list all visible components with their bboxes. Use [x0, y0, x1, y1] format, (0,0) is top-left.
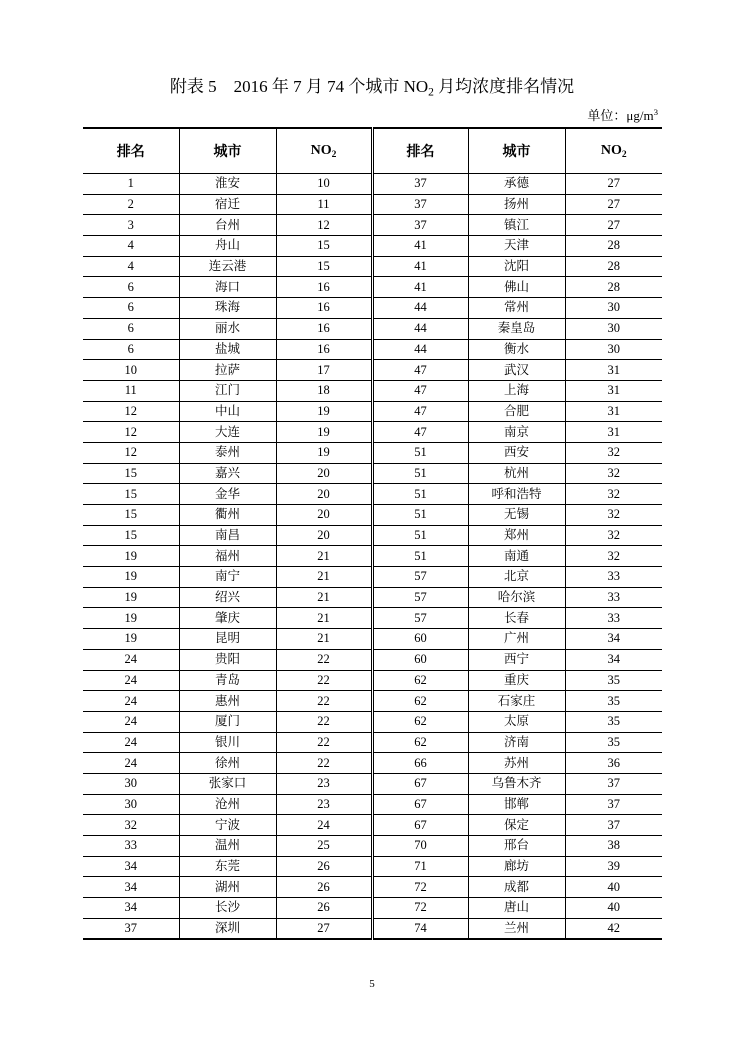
rank-cell-left: 24: [83, 670, 179, 691]
rank-cell-right: 57: [372, 567, 468, 588]
rank-cell-left: 15: [83, 525, 179, 546]
table-row: [83, 546, 662, 567]
rank-cell-left: 32: [83, 815, 179, 836]
rank-cell-left: 2: [83, 194, 179, 215]
no2-cell-right: 37: [565, 773, 662, 794]
no2-cell-left: 11: [276, 194, 372, 215]
rank-cell-left: 1: [83, 174, 179, 195]
table-row: [83, 401, 662, 422]
rank-cell-right: 51: [372, 546, 468, 567]
no2-cell-right: 31: [565, 401, 662, 422]
rank-cell-left: 19: [83, 587, 179, 608]
city-cell-left: 厦门: [179, 711, 276, 732]
no2-cell-left: 15: [276, 256, 372, 277]
table-row: [83, 918, 662, 939]
rank-cell-left: 6: [83, 318, 179, 339]
rank-cell-right: 71: [372, 856, 468, 877]
no2-cell-right: 35: [565, 691, 662, 712]
no2-cell-right: 34: [565, 629, 662, 650]
table-row: [83, 194, 662, 215]
city-cell-left: 中山: [179, 401, 276, 422]
rank-cell-right: 57: [372, 587, 468, 608]
rank-cell-left: 3: [83, 215, 179, 236]
no2-cell-left: 16: [276, 318, 372, 339]
table-row: [83, 174, 662, 195]
city-cell-left: 淮安: [179, 174, 276, 195]
no2-cell-right: 33: [565, 608, 662, 629]
ranking-table: [83, 127, 662, 940]
rank-cell-right: 67: [372, 794, 468, 815]
table-row: [83, 856, 662, 877]
table-row: [83, 422, 662, 443]
rank-cell-right: 47: [372, 380, 468, 401]
city-cell-right: 秦皇岛: [468, 318, 565, 339]
no2-cell-right: 31: [565, 422, 662, 443]
city-cell-right: 石家庄: [468, 691, 565, 712]
no2-cell-right: 28: [565, 236, 662, 257]
table-row: [83, 794, 662, 815]
rank-cell-right: 44: [372, 339, 468, 360]
city-cell-right: 重庆: [468, 670, 565, 691]
rank-cell-right: 57: [372, 608, 468, 629]
rank-cell-left: 24: [83, 753, 179, 774]
rank-cell-right: 41: [372, 256, 468, 277]
city-cell-left: 福州: [179, 546, 276, 567]
city-cell-left: 江门: [179, 380, 276, 401]
rank-cell-left: 34: [83, 877, 179, 898]
no2-cell-left: 27: [276, 918, 372, 939]
no2-cell-left: 20: [276, 463, 372, 484]
rank-cell-left: 4: [83, 256, 179, 277]
rank-cell-right: 51: [372, 525, 468, 546]
no2-cell-right: 32: [565, 463, 662, 484]
no2-cell-right: 31: [565, 360, 662, 381]
no2-cell-right: 32: [565, 505, 662, 526]
no2-cell-right: 35: [565, 670, 662, 691]
header-no2-left: [276, 128, 372, 174]
rank-cell-left: 33: [83, 836, 179, 857]
no2-cell-left: 12: [276, 215, 372, 236]
table-row: [83, 877, 662, 898]
city-cell-left: 青岛: [179, 670, 276, 691]
city-cell-right: 长春: [468, 608, 565, 629]
city-cell-right: 西安: [468, 442, 565, 463]
city-cell-right: 西宁: [468, 649, 565, 670]
rank-cell-right: 74: [372, 918, 468, 939]
table-row: [83, 339, 662, 360]
table-title-prefix: 附表 5 2016 年 7 月 74 个城市 NO: [169, 77, 429, 96]
table-row: [83, 711, 662, 732]
rank-cell-left: 4: [83, 236, 179, 257]
city-cell-left: 台州: [179, 215, 276, 236]
city-cell-left: 昆明: [179, 629, 276, 650]
no2-cell-left: 23: [276, 773, 372, 794]
city-cell-left: 绍兴: [179, 587, 276, 608]
header-no2-right-sub: 2: [621, 149, 627, 160]
city-cell-right: 佛山: [468, 277, 565, 298]
city-cell-left: 拉萨: [179, 360, 276, 381]
city-cell-left: 徐州: [179, 753, 276, 774]
city-cell-right: 无锡: [468, 505, 565, 526]
city-cell-right: 常州: [468, 298, 565, 319]
no2-cell-left: 20: [276, 505, 372, 526]
city-cell-left: 深圳: [179, 918, 276, 939]
rank-cell-right: 72: [372, 877, 468, 898]
rank-cell-left: 24: [83, 711, 179, 732]
table-row: [83, 753, 662, 774]
table-title: [0, 76, 744, 98]
header-no2-left-sub: 2: [331, 149, 337, 160]
rank-cell-left: 19: [83, 567, 179, 588]
city-cell-right: 沈阳: [468, 256, 565, 277]
no2-cell-right: 30: [565, 318, 662, 339]
city-cell-right: 衡水: [468, 339, 565, 360]
table-body: [83, 174, 662, 940]
table-row: [83, 442, 662, 463]
no2-cell-left: 23: [276, 794, 372, 815]
city-cell-right: 太原: [468, 711, 565, 732]
rank-cell-left: 10: [83, 360, 179, 381]
no2-cell-left: 24: [276, 815, 372, 836]
table-row: [83, 773, 662, 794]
city-cell-left: 珠海: [179, 298, 276, 319]
city-cell-left: 丽水: [179, 318, 276, 339]
table-row: [83, 587, 662, 608]
table-row: [83, 836, 662, 857]
no2-cell-right: 30: [565, 298, 662, 319]
city-cell-left: 嘉兴: [179, 463, 276, 484]
no2-cell-right: 27: [565, 194, 662, 215]
no2-cell-left: 21: [276, 567, 372, 588]
no2-cell-right: 39: [565, 856, 662, 877]
no2-cell-left: 21: [276, 608, 372, 629]
table-row: [83, 505, 662, 526]
city-cell-right: 保定: [468, 815, 565, 836]
rank-cell-left: 19: [83, 608, 179, 629]
no2-cell-left: 26: [276, 856, 372, 877]
no2-cell-right: 28: [565, 277, 662, 298]
no2-cell-right: 42: [565, 918, 662, 939]
no2-cell-left: 10: [276, 174, 372, 195]
header-city-right: 城市: [468, 128, 565, 174]
rank-cell-left: 24: [83, 649, 179, 670]
city-cell-right: 天津: [468, 236, 565, 257]
no2-cell-right: 38: [565, 836, 662, 857]
rank-cell-left: 19: [83, 629, 179, 650]
no2-cell-right: 37: [565, 794, 662, 815]
city-cell-right: 杭州: [468, 463, 565, 484]
rank-cell-left: 19: [83, 546, 179, 567]
city-cell-left: 衢州: [179, 505, 276, 526]
table-row: [83, 898, 662, 919]
city-cell-right: 乌鲁木齐: [468, 773, 565, 794]
table-title-subscript: 2: [428, 85, 434, 99]
rank-cell-right: 37: [372, 215, 468, 236]
rank-cell-right: 62: [372, 732, 468, 753]
city-cell-left: 盐城: [179, 339, 276, 360]
table-row: [83, 277, 662, 298]
city-cell-left: 惠州: [179, 691, 276, 712]
no2-cell-right: 33: [565, 567, 662, 588]
rank-cell-right: 47: [372, 401, 468, 422]
rank-cell-left: 12: [83, 422, 179, 443]
table-row: [83, 815, 662, 836]
table-row: [83, 236, 662, 257]
city-cell-right: 邯郸: [468, 794, 565, 815]
city-cell-right: 南京: [468, 422, 565, 443]
no2-cell-right: 27: [565, 215, 662, 236]
no2-cell-right: 34: [565, 649, 662, 670]
city-cell-right: 邢台: [468, 836, 565, 857]
rank-cell-right: 41: [372, 277, 468, 298]
city-cell-right: 北京: [468, 567, 565, 588]
no2-cell-right: 32: [565, 525, 662, 546]
no2-cell-left: 16: [276, 339, 372, 360]
no2-cell-left: 25: [276, 836, 372, 857]
rank-cell-left: 24: [83, 691, 179, 712]
rank-cell-right: 60: [372, 629, 468, 650]
page-number: 5: [369, 978, 375, 990]
table-header-row: [83, 128, 662, 174]
city-cell-right: 苏州: [468, 753, 565, 774]
no2-cell-left: 17: [276, 360, 372, 381]
rank-cell-left: 37: [83, 918, 179, 939]
table-row: [83, 732, 662, 753]
no2-cell-left: 16: [276, 298, 372, 319]
table-row: [83, 691, 662, 712]
no2-cell-left: 26: [276, 877, 372, 898]
city-cell-left: 张家口: [179, 773, 276, 794]
city-cell-right: 兰州: [468, 918, 565, 939]
city-cell-left: 南昌: [179, 525, 276, 546]
city-cell-left: 湖州: [179, 877, 276, 898]
rank-cell-right: 47: [372, 422, 468, 443]
table-row: [83, 670, 662, 691]
rank-cell-right: 62: [372, 711, 468, 732]
rank-cell-left: 15: [83, 463, 179, 484]
rank-cell-right: 67: [372, 773, 468, 794]
city-cell-left: 贵阳: [179, 649, 276, 670]
header-no2-right: [565, 128, 662, 174]
city-cell-right: 广州: [468, 629, 565, 650]
no2-cell-right: 31: [565, 380, 662, 401]
city-cell-right: 唐山: [468, 898, 565, 919]
unit-superscript: 3: [653, 107, 658, 118]
no2-cell-right: 27: [565, 174, 662, 195]
city-cell-left: 温州: [179, 836, 276, 857]
table-row: [83, 484, 662, 505]
header-rank-right: 排名: [372, 128, 468, 174]
city-cell-right: 廊坊: [468, 856, 565, 877]
rank-cell-right: 67: [372, 815, 468, 836]
table-title-suffix: 月均浓度排名情况: [433, 77, 575, 96]
city-cell-left: 银川: [179, 732, 276, 753]
no2-cell-right: 36: [565, 753, 662, 774]
rank-cell-right: 66: [372, 753, 468, 774]
header-city-left: 城市: [179, 128, 276, 174]
no2-cell-left: 19: [276, 442, 372, 463]
header-no2-right-main: NO: [600, 143, 622, 158]
rank-cell-right: 72: [372, 898, 468, 919]
no2-cell-left: 19: [276, 422, 372, 443]
city-cell-left: 长沙: [179, 898, 276, 919]
city-cell-right: 镇江: [468, 215, 565, 236]
rank-cell-right: 37: [372, 174, 468, 195]
city-cell-right: 哈尔滨: [468, 587, 565, 608]
city-cell-right: 南通: [468, 546, 565, 567]
rank-cell-right: 62: [372, 670, 468, 691]
no2-cell-right: 32: [565, 442, 662, 463]
no2-cell-right: 30: [565, 339, 662, 360]
city-cell-right: 合肥: [468, 401, 565, 422]
city-cell-right: 济南: [468, 732, 565, 753]
city-cell-left: 南宁: [179, 567, 276, 588]
rank-cell-left: 6: [83, 339, 179, 360]
rank-cell-left: 11: [83, 380, 179, 401]
unit-label: [587, 107, 658, 125]
no2-cell-right: 32: [565, 546, 662, 567]
no2-cell-left: 22: [276, 691, 372, 712]
no2-cell-left: 20: [276, 525, 372, 546]
rank-cell-right: 62: [372, 691, 468, 712]
city-cell-left: 大连: [179, 422, 276, 443]
city-cell-left: 舟山: [179, 236, 276, 257]
table-row: [83, 360, 662, 381]
no2-cell-left: 15: [276, 236, 372, 257]
rank-cell-left: 15: [83, 484, 179, 505]
rank-cell-right: 60: [372, 649, 468, 670]
rank-cell-right: 37: [372, 194, 468, 215]
table-row: [83, 463, 662, 484]
rank-cell-left: 30: [83, 773, 179, 794]
city-cell-right: 呼和浩特: [468, 484, 565, 505]
rank-cell-right: 70: [372, 836, 468, 857]
no2-cell-left: 22: [276, 711, 372, 732]
city-cell-left: 肇庆: [179, 608, 276, 629]
rank-cell-right: 51: [372, 463, 468, 484]
no2-cell-right: 37: [565, 815, 662, 836]
no2-cell-left: 19: [276, 401, 372, 422]
unit-text: 单位：μg/m: [587, 108, 654, 123]
city-cell-left: 泰州: [179, 442, 276, 463]
rank-cell-right: 51: [372, 442, 468, 463]
table-row: [83, 525, 662, 546]
table-row: [83, 380, 662, 401]
no2-cell-right: 40: [565, 877, 662, 898]
table-row: [83, 649, 662, 670]
table-row: [83, 608, 662, 629]
table-row: [83, 318, 662, 339]
rank-cell-right: 44: [372, 298, 468, 319]
no2-cell-left: 21: [276, 629, 372, 650]
rank-cell-left: 15: [83, 505, 179, 526]
header-rank-left: 排名: [83, 128, 179, 174]
no2-cell-right: 35: [565, 711, 662, 732]
no2-cell-right: 40: [565, 898, 662, 919]
header-no2-left-main: NO: [310, 143, 332, 158]
rank-cell-right: 47: [372, 360, 468, 381]
no2-cell-left: 18: [276, 380, 372, 401]
city-cell-left: 东莞: [179, 856, 276, 877]
no2-cell-left: 21: [276, 587, 372, 608]
no2-cell-right: 28: [565, 256, 662, 277]
rank-cell-left: 6: [83, 277, 179, 298]
no2-cell-left: 22: [276, 753, 372, 774]
rank-cell-left: 30: [83, 794, 179, 815]
city-cell-left: 沧州: [179, 794, 276, 815]
no2-cell-left: 26: [276, 898, 372, 919]
table-row: [83, 298, 662, 319]
no2-cell-right: 32: [565, 484, 662, 505]
no2-cell-left: 22: [276, 732, 372, 753]
rank-cell-left: 12: [83, 401, 179, 422]
no2-cell-left: 22: [276, 649, 372, 670]
rank-cell-left: 6: [83, 298, 179, 319]
city-cell-left: 连云港: [179, 256, 276, 277]
table-row: [83, 215, 662, 236]
rank-cell-left: 34: [83, 898, 179, 919]
rank-cell-left: 34: [83, 856, 179, 877]
city-cell-right: 扬州: [468, 194, 565, 215]
city-cell-right: 郑州: [468, 525, 565, 546]
rank-cell-right: 44: [372, 318, 468, 339]
city-cell-left: 宿迁: [179, 194, 276, 215]
city-cell-right: 上海: [468, 380, 565, 401]
rank-cell-right: 41: [372, 236, 468, 257]
city-cell-left: 金华: [179, 484, 276, 505]
city-cell-left: 宁波: [179, 815, 276, 836]
city-cell-left: 海口: [179, 277, 276, 298]
rank-cell-right: 51: [372, 484, 468, 505]
table-row: [83, 629, 662, 650]
no2-cell-right: 35: [565, 732, 662, 753]
city-cell-right: 承德: [468, 174, 565, 195]
city-cell-right: 成都: [468, 877, 565, 898]
table-row: [83, 256, 662, 277]
city-cell-right: 武汉: [468, 360, 565, 381]
no2-cell-left: 21: [276, 546, 372, 567]
rank-cell-right: 51: [372, 505, 468, 526]
no2-cell-left: 20: [276, 484, 372, 505]
no2-cell-left: 16: [276, 277, 372, 298]
table-row: [83, 567, 662, 588]
rank-cell-left: 24: [83, 732, 179, 753]
no2-cell-right: 33: [565, 587, 662, 608]
no2-cell-left: 22: [276, 670, 372, 691]
rank-cell-left: 12: [83, 442, 179, 463]
